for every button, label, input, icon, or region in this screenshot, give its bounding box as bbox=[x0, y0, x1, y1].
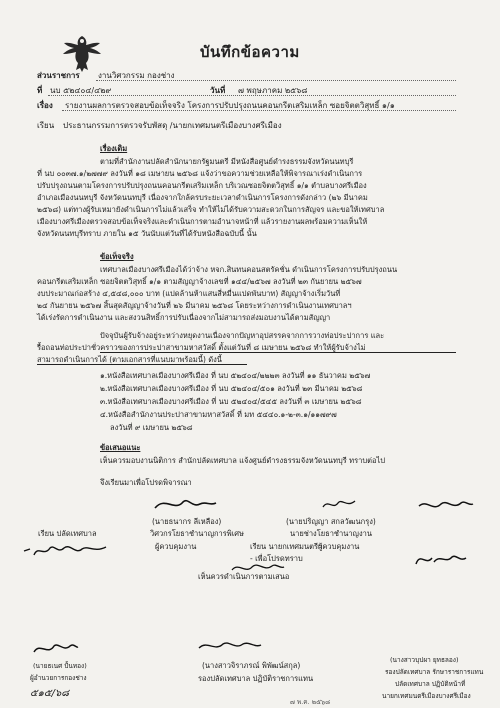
right-top-signature-icon bbox=[415, 496, 475, 516]
facts-line: สามารถดำเนินการได้ (ตามเอกสารที่แนบมาพร้อมนี้) ดังนี้ bbox=[37, 355, 222, 364]
facts-line: เทศบาลเมืองบางศรีเมืองได้ว่าจ้าง หจก.สินทนคอนสตรัคชั่น ดำเนินการโครงการปรับปรุงถนน bbox=[100, 265, 398, 274]
bottom-center-title: รองปลัดเทศบาล ปฏิบัติราชการแทน bbox=[198, 674, 314, 683]
attachment-item: ๓.หนังสือเทศบาลเมืองบางศรีเมือง ที่ นบ ๕๒๔๐๔/๕๔๕ ลงวันที่ ๓ เมษายน ๒๕๖๘ bbox=[100, 397, 362, 406]
attachment-item: ๒.หนังสือเทศบาลเมืองบางศรีเมือง ที่ นบ ๕๒๔๐๔/๕๐๑ ลงวันที่ ๒๓ มีนาคม ๒๕๖๘ bbox=[100, 384, 363, 393]
mid-signature-icon bbox=[320, 495, 360, 513]
facts-line: ปัจจุบันผู้รับจ้างอยู่ระหว่างหยุดงานเนื่องจากปัญหาอุปสรรคจากการวางท่อประปาการ และ bbox=[100, 331, 385, 340]
bottom-date-partial: ๗ พ.ค. ๒๕๖๘ bbox=[290, 698, 331, 706]
facts-line: รื้อถอนท่อประปาชั่วคราวของการประปาสาขามหาสวัสดิ์ ตั้งแต่วันที่ ๘ เมษายน ๒๕๖๘ ทำให้ผู้รับจ้างไม่ bbox=[37, 343, 366, 352]
facts-heading: ข้อเท็จจริง bbox=[100, 252, 134, 261]
attachment-item: ๔.หนังสือสำนักงานประปาสาขามหาสวัสดิ์ ที่ มท ๕๔๔๐.๑-๒-๓.๑/๑๑๗๙๗ bbox=[100, 410, 337, 419]
background-line: ๒๕๖๘) แต่ทางผู้รับเหมายังดำเนินการไม่แล้วเสร็จ ทำให้ไม่ได้รับความสะดวกในการสัญจร และขอให้เทศบาล bbox=[37, 205, 385, 214]
left-bottom-number: ๕๑๕/๖๘ bbox=[30, 688, 69, 699]
supervisor-left: ผู้ควบคุมงาน bbox=[155, 542, 197, 551]
left-signature-icon bbox=[150, 494, 220, 516]
ref-value: นบ ๕๒๔๐๔/๔๒๙ bbox=[50, 86, 112, 95]
agency-row bbox=[37, 69, 80, 82]
to-value: ประธานกรรมการตรวจรับพัสดุ /นายกเทศมนตรีเมืองบางศรีเมือง bbox=[63, 121, 282, 130]
agency-value: งานวิศวกรรม กองช่าง bbox=[98, 71, 175, 80]
left-bottom-signature-icon bbox=[30, 638, 80, 660]
right-bottom-name: (นางสาวบุปผา ยุทธลอง) bbox=[390, 656, 459, 664]
attachment-tail: ลงวันที่ ๙ เมษายน ๒๕๖๘ bbox=[110, 423, 193, 432]
left-bottom-title: ผู้อำนวยการกองช่าง bbox=[30, 674, 87, 682]
left-signer-title: วิศวกรโยธาชำนาญการพิเศษ bbox=[150, 529, 244, 538]
date-value: ๗ พฤษภาคม ๒๕๖๘ bbox=[238, 86, 308, 95]
right-bottom-title-3: นายกเทศมนตรีเมืองบางศรีเมือง bbox=[382, 692, 471, 700]
subject-value: รายงานผลการตรวจสอบข้อเท็จจริง โครงการปรับปรุงถนนคอนกรีตเสริมเหล็ก ซอยจิตตวิสุทธิ์ ๑/๑ bbox=[65, 101, 395, 110]
ref-label: ที่ bbox=[37, 86, 43, 95]
bottom-center-name: (นางสาวจิราภรณ์ พิพัฒน์สกุล) bbox=[202, 661, 301, 670]
mid-signer-title: นายช่างโยธาชำนาญงาน bbox=[290, 529, 372, 538]
background-line: ที่ นบ ๐๐๓๗.๑/๒๗๗๙ ลงวันที่ ๑๘ เมษายน ๒๕๖๘ แจ้งว่าขอความช่วยเหลือให้พิจารณาเร่งดำเนินการ bbox=[37, 169, 363, 178]
document-title: บันทึกข้อความ bbox=[200, 43, 300, 61]
right-bottom-title-1: รองปลัดเทศบาล รักษาราชการแทน bbox=[385, 668, 484, 676]
subject-label: เรื่อง bbox=[37, 101, 53, 110]
mid-signer-name: (นายปริญญา สกลวัฒนกรุง) bbox=[286, 517, 376, 526]
right-bottom-title-2: ปลัดเทศบาล ปฏิบัติหน้าที่ bbox=[395, 680, 466, 688]
supervisor-mid: ผู้ควบคุมงาน bbox=[318, 542, 360, 551]
background-heading: เรื่องเดิม bbox=[100, 144, 128, 153]
left-signer-name: (นายธนากร ลีเหลือง) bbox=[152, 517, 222, 526]
closing-line: จึงเรียนมาเพื่อโปรดพิจารณา bbox=[100, 478, 192, 487]
proposal-heading: ข้อเสนอแนะ bbox=[100, 443, 141, 452]
proposal-line: เห็นควรมอบงานนิติการ สำนักปลัดเทศบาล แจ้งศูนย์ดำรงธรรมจังหวัดนนทบุรี ทราบต่อไป bbox=[100, 456, 385, 465]
right-bottom-signature-icon bbox=[410, 548, 470, 572]
agency-label: ส่วนราชการ bbox=[37, 71, 80, 80]
background-line: อำเภอเมืองนนทบุรี จังหวัดนนทบุรี เนื่องจากใกล้ครบระยะเวลาดำเนินการโครงการดังกล่าว (๒๖ มีนาคม bbox=[37, 193, 368, 202]
date-label: วันที่ bbox=[210, 86, 226, 95]
left-bottom-name: (นายธเนศ ปั้นทอง) bbox=[33, 662, 87, 670]
background-line: ตามที่สำนักงานปลัดสำนักนายกรัฐมนตรี มีหนังสือศูนย์ดำรงธรรมจังหวัดนนทบุรี bbox=[100, 157, 354, 166]
background-line: เมืองบางศรีเมืองตรวจสอบข้อเท็จจริงและดำเนินการตามอำนาจหน้าที่ แล้วรายงานผลพร้อมความเห็นให้ bbox=[37, 217, 368, 226]
left-note-label: เรียน ปลัดเทศบาล bbox=[38, 529, 97, 538]
to-label: เรียน bbox=[37, 121, 55, 130]
to-mayor-line: เรียน นายกเทศมนตรีฯ bbox=[250, 542, 323, 551]
background-line: จังหวัดนนทบุรีทราบ ภายใน ๑๕ วันนับแต่วันที่ได้รับหนังสือฉบับนี้ นั้น bbox=[37, 229, 257, 238]
facts-line: ๒๔ กันยายน ๒๕๖๗ สิ้นสุดสัญญาจ้างวันที่ ๒๖ มีนาคม ๒๕๖๘ โดยระหว่างการดำเนินงานเทศบาลฯ bbox=[37, 301, 352, 310]
facts-line: งบประมาณก่อสร้าง ๔,๕๔๘,๐๐๐ บาท (แปดล้านห้าแสนสี่หมื่นแปดพันบาท) สัญญาจ้างเริ่มวันที่ bbox=[37, 289, 341, 298]
approve-line: - เพื่อโปรดทราบ bbox=[250, 554, 303, 563]
left-handwritten-note-icon bbox=[20, 539, 110, 561]
agree-line: เห็นควรดำเนินการตามเสนอ bbox=[198, 572, 290, 581]
background-line: ปรับปรุงถนนตามโครงการปรับปรุงถนนคอนกรีตเสริมเหล็ก บริเวณซอยจิตตวิสุทธิ์ ๑/๑ ตำบลบางศรีเมือง bbox=[37, 181, 367, 190]
attachment-item: ๑.หนังสือเทศบาลเมืองบางศรีเมือง ที่ นบ ๕๒๔๐๔/๒๒๒๓ ลงวันที่ ๑๑ ธันวาคม ๒๕๖๗ bbox=[100, 371, 371, 380]
bottom-center-signature-icon bbox=[195, 636, 265, 656]
facts-line: ได้เร่งรัดการดำเนินงาน และสงวนสิทธิ์การปรับเนื่องจากไม่สามารถส่งมอบงานได้ตามสัญญา bbox=[37, 313, 331, 322]
facts-line: คอนกรีตเสริมเหล็ก ซอยจิตตวิสุทธิ์ ๑/๑ ตามสัญญาจ้างเลขที่ ๑๔๔/๒๕๖๗ ลงวันที่ ๒๓ กันยายน ๒๕๖๗ bbox=[37, 277, 362, 286]
